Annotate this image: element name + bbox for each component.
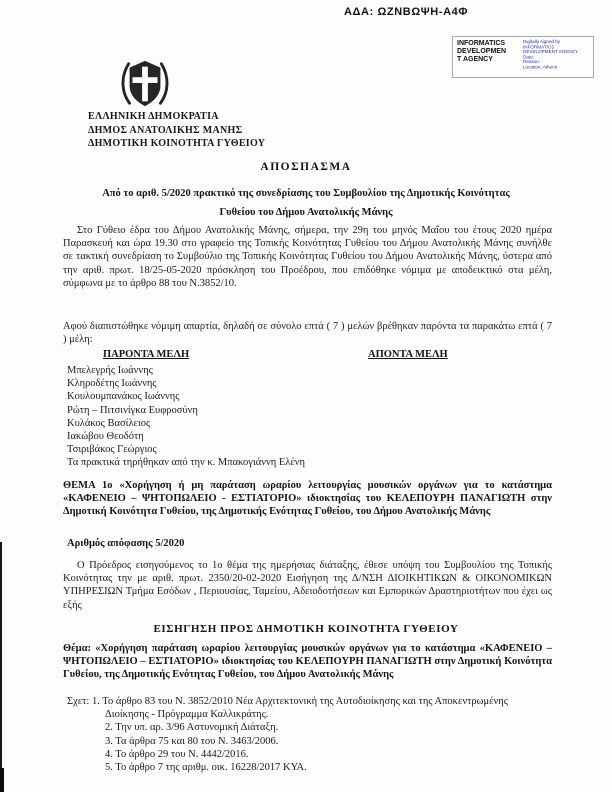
stamp-signature-line: INFORMATICS — [523, 44, 555, 50]
digital-signature-stamp — [452, 36, 594, 78]
authority-line-republic: ΕΛΛΗΝΙΚΗ ΔΗΜΟΚΡΑΤΙΑ — [88, 111, 219, 122]
stamp-signature-line: Location: Athens — [523, 64, 558, 71]
stamp-signature-line: DEVELOPMENT AGENCY — [523, 49, 579, 55]
stamp-signature-line: Digitally signed by — [523, 39, 561, 45]
secretary-note: Τα πρακτικά τηρήθηκαν από την κ. Μπακογιάννη Ελένη — [67, 457, 306, 468]
stamp-agency-line: DEVELOPMEN — [457, 48, 507, 55]
document-title: ΑΠΟΣΠΑΣΜΑ — [260, 161, 352, 173]
related-reference-item: 2. Την υπ. αρ. 3/96 Αστυνομική Διάταξη. — [105, 722, 279, 734]
quorum-paragraph: Αφού διαπιστώθηκε νόμιμη απαρτία, δηλαδή σε σύνολο επτά ( 7 ) μελών βρέθηκαν παρόντα τα παρακάτω επτά ( 7 ) μέλη: — [63, 321, 552, 346]
scan-artifact-corner — [0, 768, 4, 792]
greek-coat-of-arms-icon — [120, 57, 170, 109]
scan-artifact-left-edge — [0, 542, 2, 792]
meeting-description-paragraph: Στο Γύθειο έδρα του Δήμου Ανατολικής Μάνης, σήμερα, την 29η του μηνός Μαΐου του έτους 2020 ημέρα Παρασκευή και ώρα 19.30 στο γραφείο της Τοπικής Κοινότητας Γυθείου του Δήμου Ανατολικής Μάνης συνήλθε σε τακτική συνεδρίαση το Συμβούλιο της Τοπικής Κοινότητας Γυθείου του Δήμου Ανατολικής Μάνης, ύστερα από την αριθ. πρωτ. 18/25-05-2020 πρόσκληση του Προέδρου, που επιδόθηκε νόμιμα με αποδεικτικό στα μέλη, σύμφωνα με το άρθρο 88 του Ν.3852/10. — [63, 225, 552, 289]
subtitle-line: Γυθείου του Δήμου Ανατολικής Μάνης — [219, 207, 393, 218]
stamp-agency-name — [457, 40, 519, 74]
ada-code: ΑΔΑ: ΩΖΝΒΩΨΗ-Α4Φ — [344, 6, 468, 18]
absent-members-header: ΑΠΟΝΤΑ ΜΕΛΗ — [368, 349, 448, 360]
subtitle-line: Από το αριθ. 5/2020 πρακτικό της συνεδρίασης του Συμβουλίου της Δημοτικής Κοινότητας — [102, 188, 510, 199]
authority-line-municipality: ΔΗΜΟΣ ΑΝΑΤΟΛΙΚΗΣ ΜΑΝΗΣ — [88, 124, 243, 136]
recommendation-subject: Θέμα: «Χορήγηση παράταση ωραρίου λειτουργίας μουσικών οργάνων για το κατάστημα «ΚΑΦΕΝΕΙΟ – ΨΗΤΟΠΩΛΕΙΟ – ΕΣΤΙΑΤΟΡΙΟ» ιδιοκτησίας του ΚΕΛΕΠΟΥΡΗ ΠΑΝΑΓΙΩΤΗ στην Δημοτική Κοινότητα Γυθείου, της Δημοτικής Ενότητας Γυθείου, του Δήμου Ανατολικής Μάνης — [63, 643, 552, 681]
member-name: Κουλουμπανάκος Ιωάννης — [67, 391, 180, 403]
present-members-header: ΠΑΡΟΝΤΑ ΜΕΛΗ — [103, 349, 190, 360]
member-name: Μπελεγρής Ιωάννης — [67, 365, 153, 376]
authority-line-community: ΔΗΜΟΤΙΚΗ ΚΟΙΝΟΤΗΤΑ ΓΥΘΕΙΟΥ — [88, 138, 266, 149]
decision-number: Αριθμός απόφασης 5/2020 — [67, 538, 185, 549]
stamp-agency-line: T AGENCY — [457, 56, 493, 63]
stamp-signature-details — [523, 40, 578, 71]
present-members-list — [67, 364, 198, 456]
document-subtitle — [40, 184, 572, 222]
member-name: Ρώτη – Πιτσινίγκα Ευφροσύνη — [67, 404, 198, 416]
topic-heading: ΘΕΜΑ 1ο «Χορήγηση ή μη παράταση ωραρίου λειτουργίας μουσικών οργάνων για το κατάστημα «ΚΑΦΕΝΕΙΟ – ΨΗΤΟΠΩΛΕΙΟ - ΕΣΤΙΑΤΟΡΙΟ» ιδιοκτησίας του ΚΕΛΕΠΟΥΡΗ ΠΑΝΑΓΙΩΤΗ στην Δημοτική Κοινότητα Γυθείου, της Δημοτικής Ενότητας Γυθείου, του Δήμου Ανατολικής Μάνης — [63, 480, 552, 518]
member-name: Κυλάκος Βασίλειος — [67, 417, 151, 429]
issuing-authority — [88, 110, 265, 151]
stamp-signature-line: Date: — [523, 54, 534, 61]
stamp-agency-line: INFORMATICS — [457, 40, 506, 47]
related-label: Σχετ: — [67, 696, 90, 707]
related-reference-item: 5. Το άρθρο 7 της αριθμ. οικ. 16228/2017 ΚΥΑ. — [105, 762, 307, 774]
topic-introduction-paragraph: Ο Πρόεδρος εισηγούμενος το 1ο θέμα της ημερήσιας διάταξης, έθεσε υπόψη του Συμβουλίου της Τοπικής Κοινότητας την με αριθ. πρωτ. 2350/20-02-2020 Εισήγηση της Δ/ΝΣΗ ΔΙΟΙΚΗΤΙΚΩΝ & ΟΙΚΟΝΟΜΙΚΩΝ ΥΠΗΡΕΣΙΩΝ Τμήμα Εσόδων , Περιουσίας, Ταμείου, Αδειοδοτήσεων και Εμπορικών Δραστηριοτήτων που έχει ως εξής — [63, 560, 552, 611]
stamp-signature-line: Reason: — [523, 59, 541, 66]
related-reference-item — [67, 695, 552, 721]
related-reference-item: 4. Το άρθρο 29 του Ν. 4442/2016. — [105, 748, 249, 760]
related-reference-item: 3. Τα άρθρα 75 και 80 του Ν. 3463/2006. — [105, 735, 279, 747]
related-reference-text: 1. Το άρθρο 83 του Ν. 3852/2010 Νέα Αρχιτεκτονική της Αυτοδιοίκησης και της Αποκεντρωμένης Διοίκησης - Πρόγραμμα Καλλικράτης. — [91, 696, 508, 721]
related-references-list — [67, 695, 552, 774]
recommendation-heading: ΕΙΣΗΓΗΣΗ ΠΡΟΣ ΔΗΜΟΤΙΚΗ ΚΟΙΝΟΤΗΤΑ ΓΥΘΕΙΟΥ — [153, 623, 459, 635]
member-name: Κληροδέτης Ιωάννης — [67, 378, 157, 390]
member-name: Ιακώβου Θεοδότη — [67, 431, 144, 443]
member-name: Τσιριβάκος Γεώργιος — [67, 444, 157, 456]
